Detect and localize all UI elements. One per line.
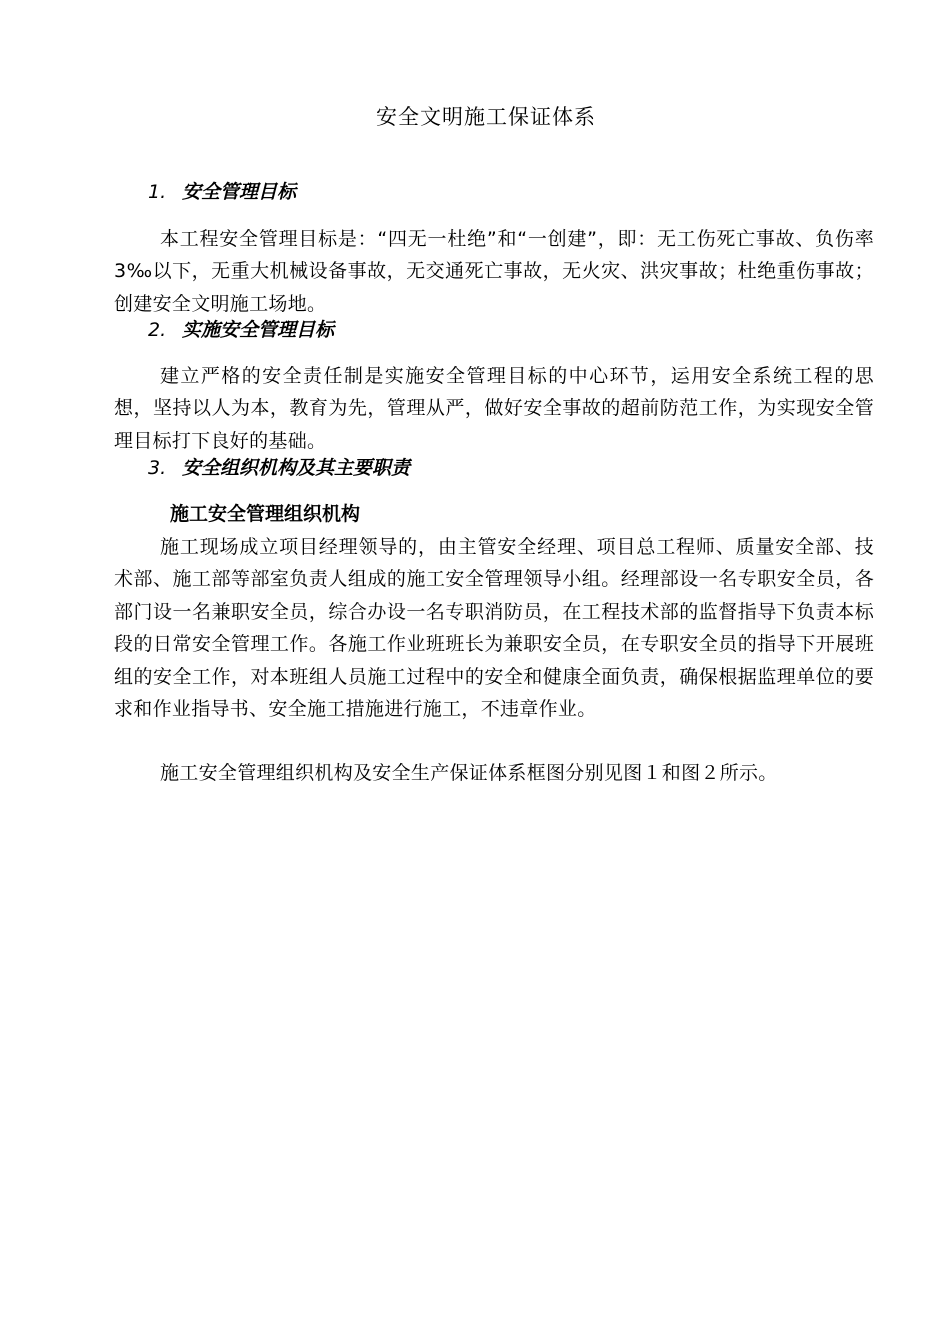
- section-3-paragraph: 施工现场成立项目经理领导的，由主管安全经理、项目总工程师、质量安全部、技术部、施工部等部室负责人组成的施工安全管理领导小组。经理部设一名专职安全员，各部门设一名兼职安全员，综合办设一名专职消防员，在工程技术部的监督指导下负责本标段的日常安全管理工作。各施工作业班班长为兼职安全员，在专职安全员的指导下开展班组的安全工作，对本班组人员施工过程中的安全和健康全面负责，确保根据监理单位的要求和作业指导书、安全施工措施进行施工，不违章作业。: [114, 536, 874, 721]
- section-1-number: 1.: [148, 181, 167, 203]
- section-3-heading: [148, 454, 410, 482]
- section-3-title: 安全组织机构及其主要职责: [182, 457, 411, 479]
- section-2-number: 2.: [148, 319, 167, 341]
- section-3-paragraph-2: 施工安全管理组织机构及安全生产保证体系框图分别见图１和图２所示。: [160, 762, 778, 784]
- section-2-heading: [148, 316, 334, 344]
- section-3-number: 3.: [148, 457, 167, 479]
- section-2-title: 实施安全管理目标: [182, 319, 335, 341]
- section-2-paragraph: 建立严格的安全责任制是实施安全管理目标的中心环节，运用安全系统工程的思想，坚持以人为本，教育为先，管理从严，做好安全事故的超前防范工作，为实现安全管理目标打下良好的基础。: [114, 365, 874, 452]
- section-1-paragraph: 本工程安全管理目标是：“四无一杜绝”和“一创建”，即：无工伤死亡事故、负伤率3‰以下，无重大机械设备事故，无交通死亡事故，无火灾、洪灾事故；杜绝重伤事故；创建安全文明施工场地。: [114, 228, 874, 315]
- document-title: 安全文明施工保证体系: [376, 105, 596, 129]
- section-1-title: 安全管理目标: [182, 181, 297, 203]
- section-3-subheading: 施工安全管理组织机构: [170, 503, 361, 525]
- section-1-heading: [148, 178, 296, 206]
